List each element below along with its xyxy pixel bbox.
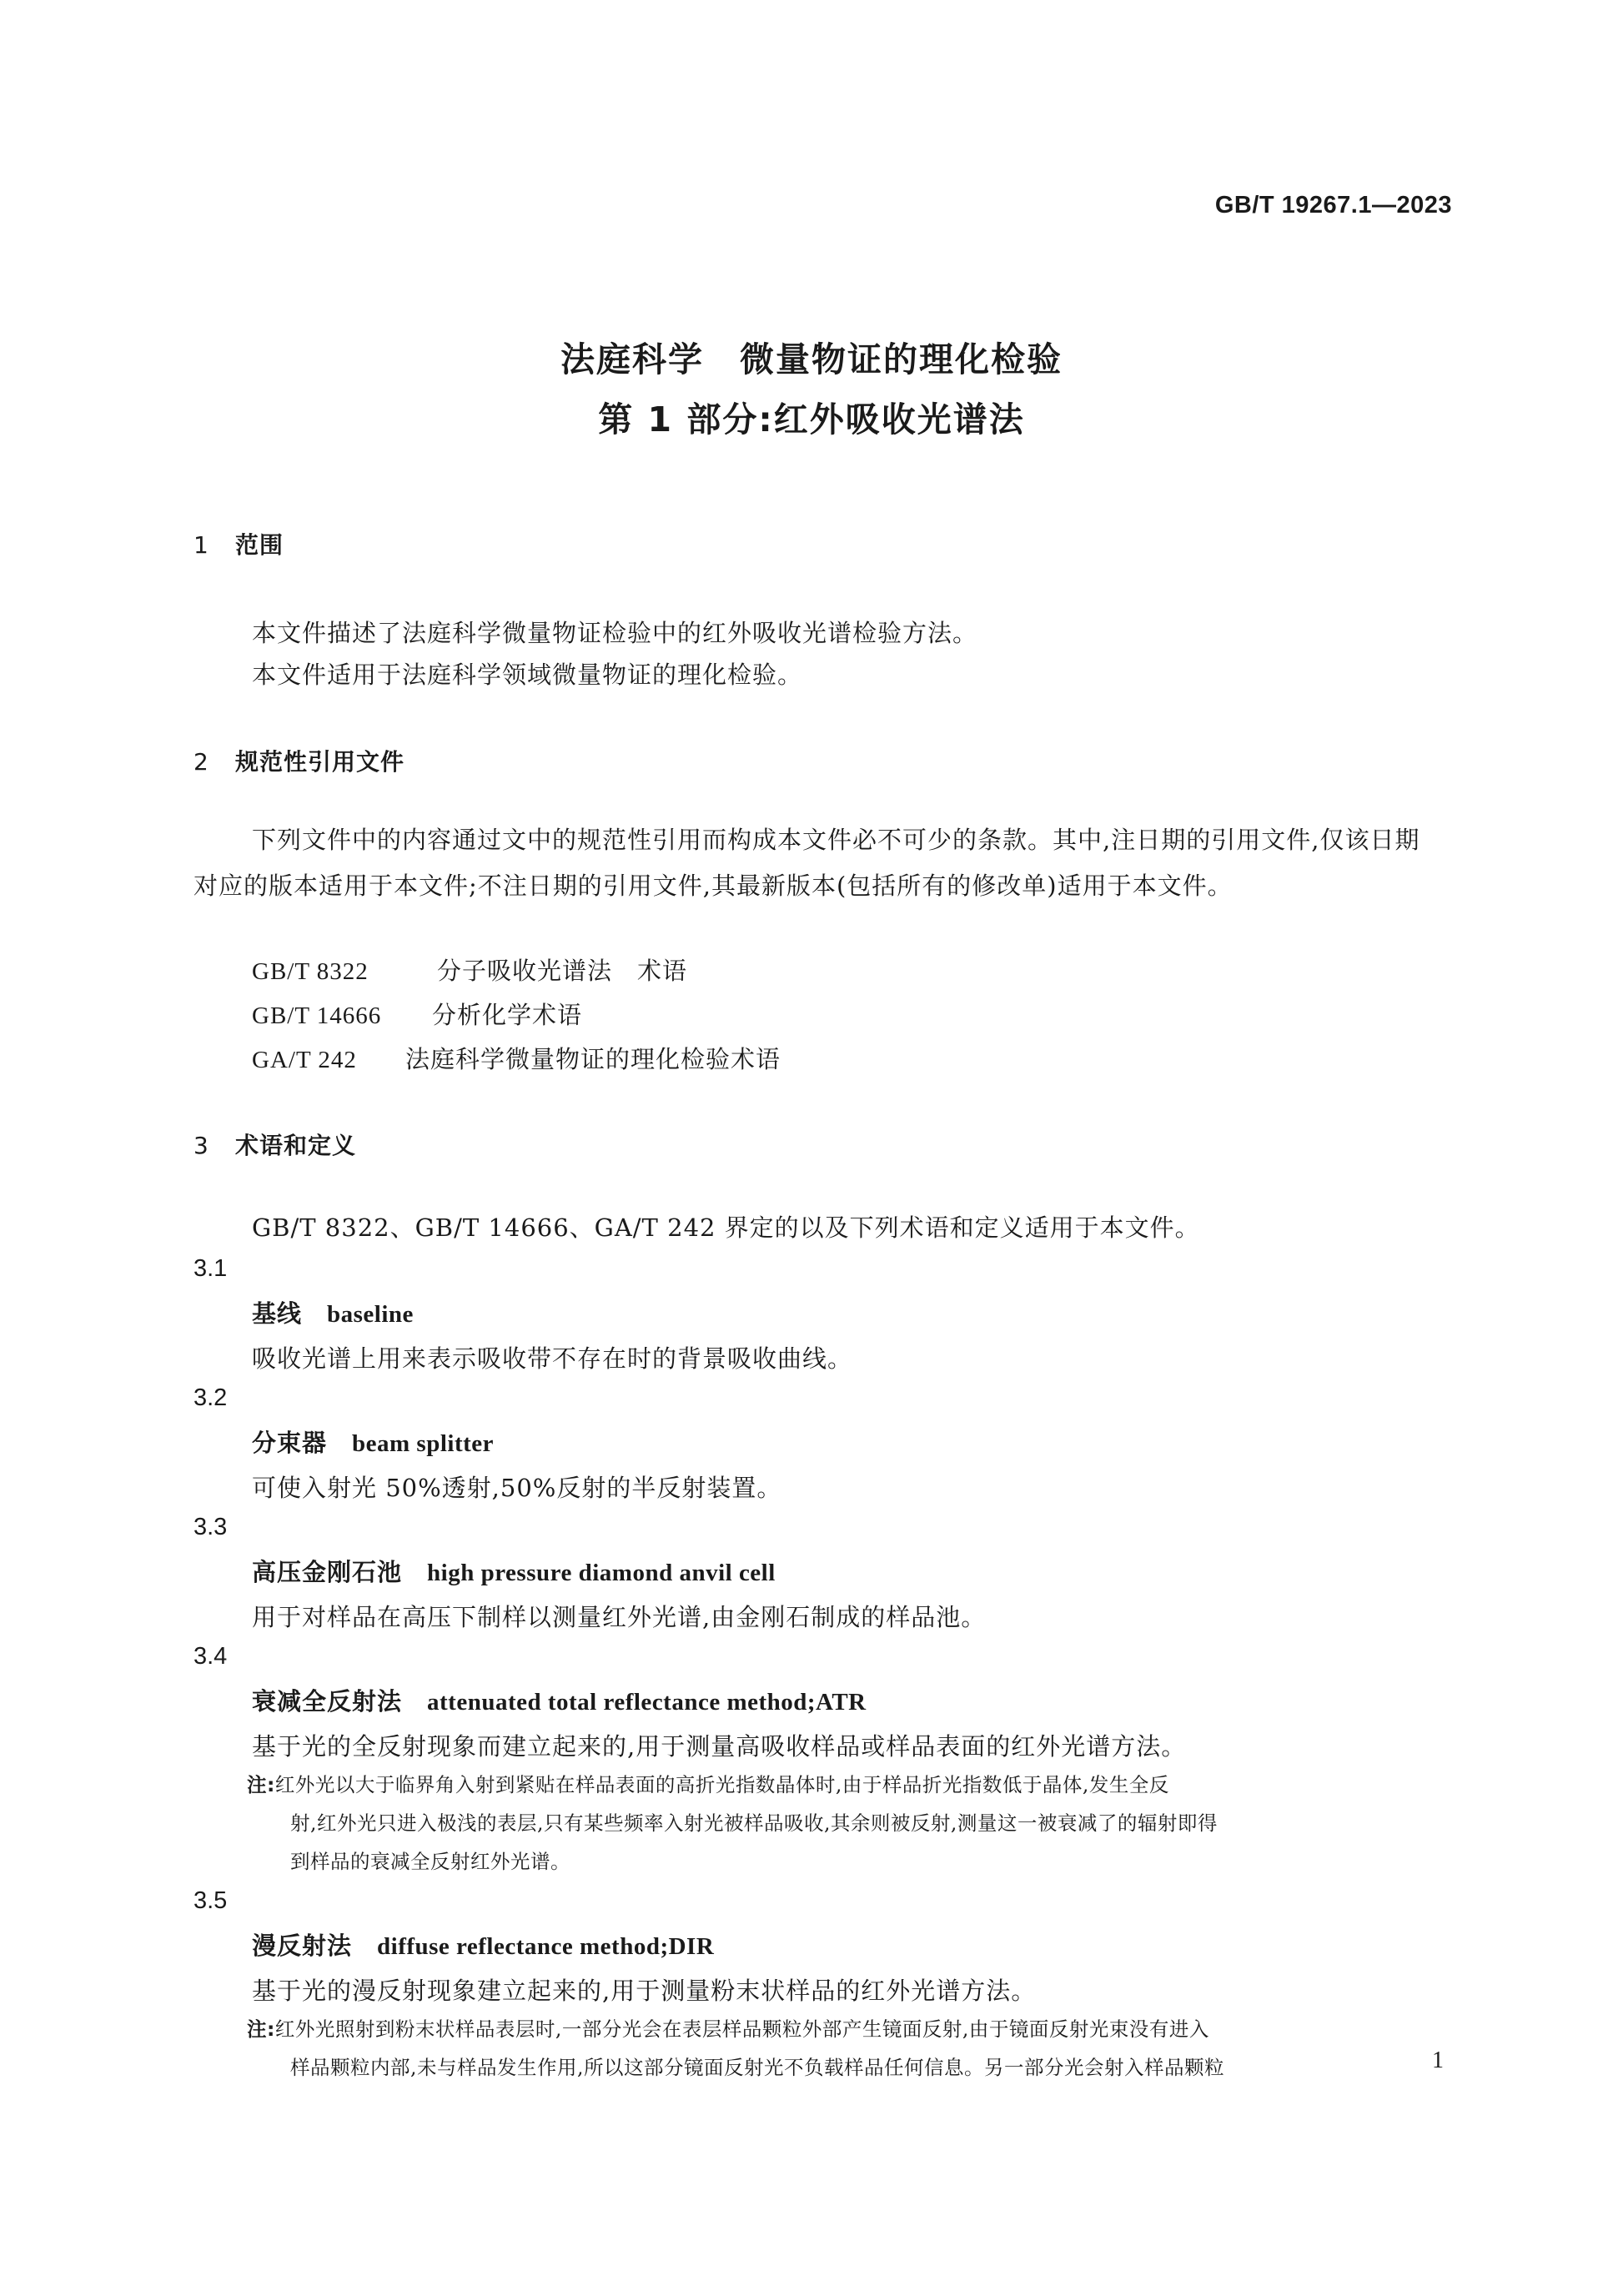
section-number: 3 (193, 1132, 209, 1159)
reference-item (252, 952, 687, 987)
term-en: attenuated total reflectance method;ATR (427, 1689, 867, 1716)
term-number: 3.1 (193, 1255, 228, 1282)
term-en: beam splitter (352, 1430, 495, 1457)
reference-item (252, 1041, 781, 1075)
reference-code: GB/T 8322 (252, 958, 369, 985)
note-line: 射,红外光只进入极浅的表层,只有某些频率入射光被样品吸收,其余则被反射,测量这一被衰减了的辐射即得 (290, 1811, 1218, 1835)
note-line: 样品颗粒内部,未与样品发生作用,所以这部分镜面反射光不负载样品任何信息。另一部分光会射入样品颗粒 (290, 2056, 1224, 2079)
section-3-heading (193, 1128, 356, 1161)
reference-title: 法庭科学微量物证的理化检验术语 (405, 1045, 781, 1073)
reference-code: GA/T 242 (252, 1047, 357, 1073)
section-2-heading (193, 744, 404, 777)
term-heading (252, 1554, 776, 1588)
section-title: 范围 (235, 531, 284, 559)
term-en: high pressure diamond anvil cell (427, 1560, 776, 1586)
term-zh: 基线 (252, 1299, 303, 1328)
term-definition: 用于对样品在高压下制样以测量红外光谱,由金刚石制成的样品池。 (252, 1603, 987, 1631)
term-definition: 吸收光谱上用来表示吸收带不存在时的背景吸收曲线。 (252, 1344, 853, 1373)
term-heading (252, 1683, 867, 1717)
note-label: 注: (247, 1773, 275, 1796)
title-line-2: 第 1 部分:红外吸收光谱法 (598, 399, 1025, 440)
page-number: 1 (1432, 2047, 1444, 2073)
term-heading (252, 1295, 414, 1329)
term-number: 3.2 (193, 1384, 228, 1411)
note-line: 红外光以大于临界角入射到紧贴在样品表面的高折光指数晶体时,由于样品折光指数低于晶体,发生全反 (274, 1773, 1169, 1796)
reference-title: 分子吸收光谱法 术语 (437, 957, 688, 985)
term-zh: 漫反射法 (252, 1932, 353, 1960)
term-en: baseline (327, 1301, 414, 1328)
section-title: 术语和定义 (235, 1132, 357, 1159)
section-title: 规范性引用文件 (235, 748, 405, 776)
section-1-heading (193, 527, 284, 560)
document-code: GB/T 19267.1—2023 (1214, 192, 1452, 219)
term-definition: 基于光的全反射现象而建立起来的,用于测量高吸收样品或样品表面的红外光谱方法。 (252, 1732, 1187, 1761)
section-number: 1 (193, 531, 209, 559)
reference-code: GB/T 14666 (252, 1002, 382, 1029)
title-line-1: 法庭科学 微量物证的理化检验 (560, 339, 1063, 379)
term-definition: 可使入射光 50%透射,50%反射的半反射装置。 (252, 1474, 782, 1502)
note-line: 红外光照射到粉末状样品表层时,一部分光会在表层样品颗粒外部产生镜面反射,由于镜面反射光束没有进入 (274, 2017, 1209, 2041)
reference-item (252, 997, 582, 1031)
section-number: 2 (193, 748, 209, 776)
s3-intro: GB/T 8322、GB/T 14666、GA/T 242 界定的以及下列术语和定义适用于本文件。 (252, 1213, 1200, 1242)
term-zh: 分束器 (252, 1429, 328, 1457)
term-number: 3.3 (193, 1514, 228, 1540)
note-label: 注: (247, 2017, 275, 2041)
term-zh: 高压金刚石池 (252, 1558, 403, 1586)
term-number: 3.4 (193, 1643, 228, 1670)
term-number: 3.5 (193, 1887, 228, 1914)
term-en: diffuse reflectance method;DIR (377, 1933, 715, 1960)
s2-paragraph-1 (193, 817, 1445, 909)
s1-paragraph-2: 本文件适用于法庭科学领域微量物证的理化检验。 (252, 661, 803, 689)
term-heading (252, 1424, 494, 1459)
term-zh: 衰减全反射法 (252, 1687, 403, 1716)
term-definition: 基于光的漫反射现象建立起来的,用于测量粉末状样品的红外光谱方法。 (252, 1977, 1037, 2005)
reference-title: 分析化学术语 (432, 1001, 583, 1029)
s1-paragraph-1: 本文件描述了法庭科学微量物证检验中的红外吸收光谱检验方法。 (252, 619, 978, 647)
note-line: 到样品的衰减全反射红外光谱。 (290, 1850, 570, 1873)
s2-paragraph-text: 下列文件中的内容通过文中的规范性引用而构成本文件必不可少的条款。其中,注日期的引用文件,仅该日期对应的版本适用于本文件;不注日期的引用文件,其最新版本(包括所有的修改单)适用于本文件。 (193, 826, 1420, 900)
term-heading (252, 1927, 714, 1962)
term-note (247, 2010, 1440, 2087)
term-note (247, 1766, 1440, 1881)
